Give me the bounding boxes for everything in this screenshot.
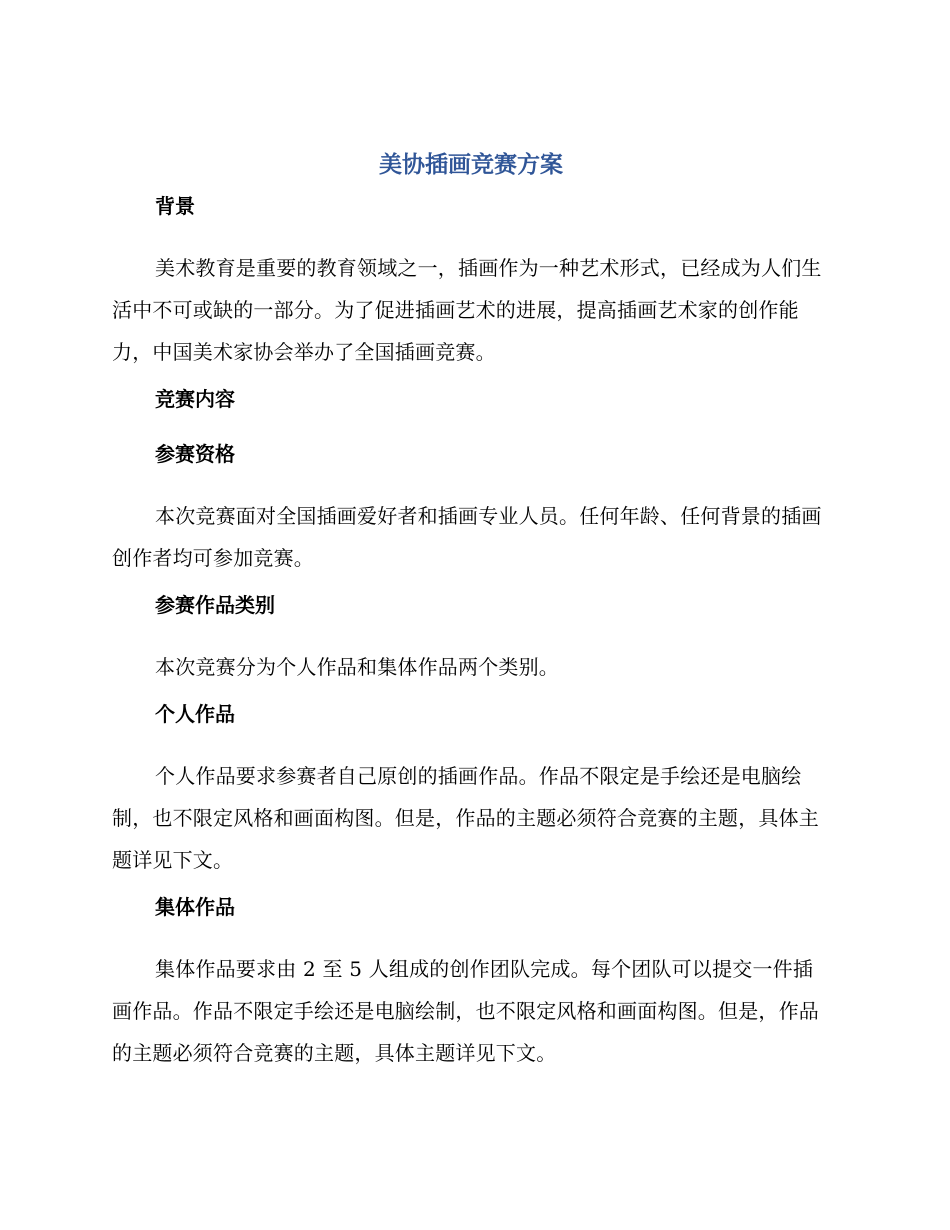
document-title: 美协插画竞赛方案 — [379, 152, 563, 178]
document-page — [112, 150, 830, 1086]
section-heading-eligibility: 参赛资格 — [155, 442, 235, 466]
section-heading-individual: 个人作品 — [155, 702, 235, 726]
section-heading-group: 集体作品 — [155, 895, 235, 919]
paragraph-individual: 个人作品要求参赛者自己原创的插画作品。作品不限定是手绘还是电脑绘制，也不限定风格和画面构图。但是，作品的主题必须符合竞赛的主题，具体主题详见下文。 — [112, 764, 819, 872]
paragraph-category: 本次竞赛分为个人作品和集体作品两个类别。 — [155, 655, 559, 679]
paragraph-group: 集体作品要求由 2 至 5 人组成的创作团队完成。每个团队可以提交一件插画作品。作品不限定手绘还是电脑绘制，也不限定风格和画面构图。但是，作品的主题必须符合竞赛的主题，具体主题详见下文。 — [112, 957, 819, 1065]
section-heading-content: 竞赛内容 — [155, 387, 235, 411]
section-heading-background: 背景 — [155, 194, 195, 218]
paragraph-background: 美术教育是重要的教育领域之一，插画作为一种艺术形式，已经成为人们生活中不可或缺的一部分。为了促进插画艺术的进展，提高插画艺术家的创作能力，中国美术家协会举办了全国插画竞赛。 — [112, 256, 822, 364]
paragraph-eligibility: 本次竞赛面对全国插画爱好者和插画专业人员。任何年龄、任何背景的插画创作者均可参加竞赛。 — [112, 504, 822, 570]
section-heading-category: 参赛作品类别 — [155, 593, 275, 617]
